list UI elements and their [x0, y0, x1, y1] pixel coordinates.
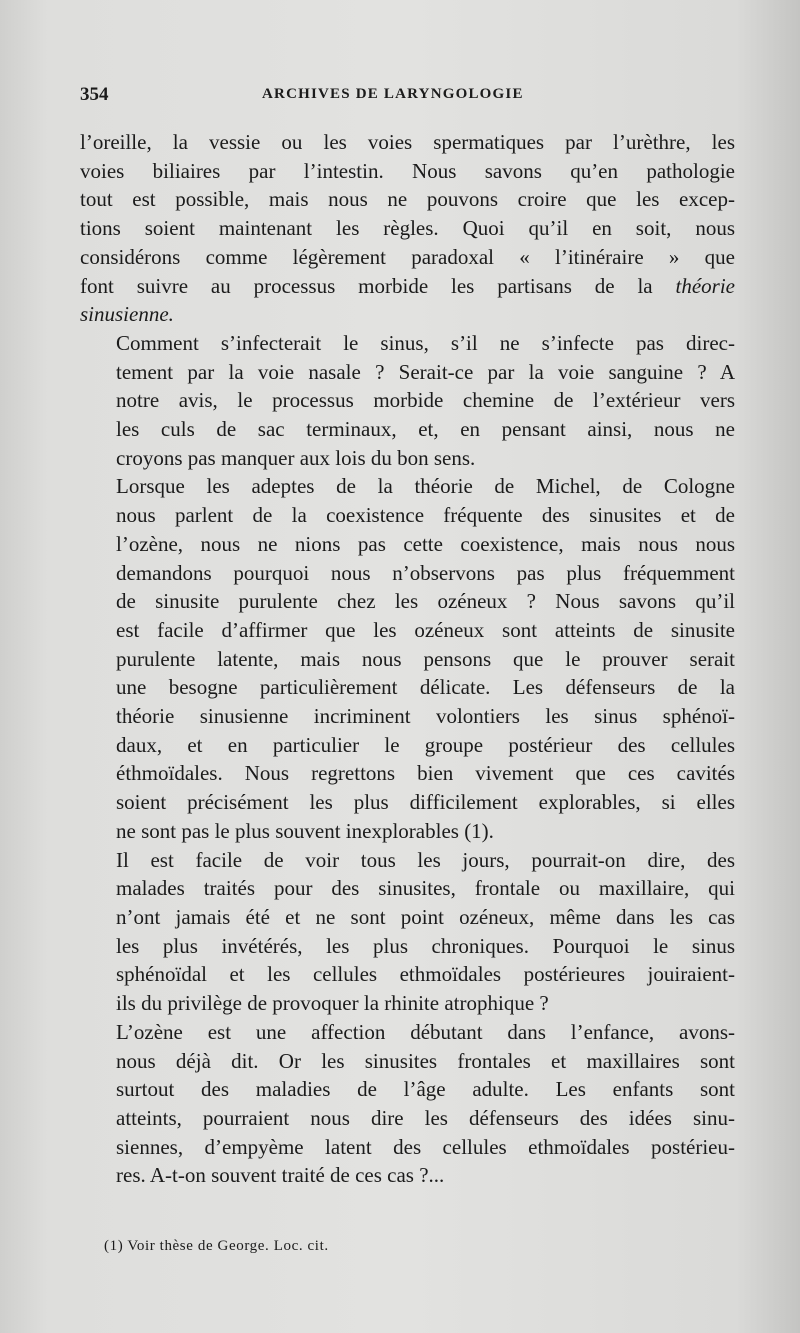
text-line: nous déjà dit. Or les sinusites frontales et maxillaires sont	[116, 1048, 735, 1073]
text-line: font suivre au processus morbide les partisans de la théorie	[80, 273, 735, 298]
text-line: demandons pourquoi nous n’observons pas plus fréquemment	[116, 560, 735, 585]
text-line: de sinusite purulente chez les ozéneux ? Nous savons qu’il	[116, 589, 735, 614]
text-line: res. A-t-on souvent traité de ces cas ?...	[116, 1163, 445, 1188]
text-line: les culs de sac terminaux, et, en pensant ainsi, nous ne	[116, 417, 735, 442]
running-title: ARCHIVES DE LARYNGOLOGIE	[262, 86, 524, 102]
text-line: malades traités pour des sinusites, frontale ou maxillaire, qui	[116, 876, 735, 901]
text-line: siennes, d’empyème latent des cellules ethmoïdales postérieu-	[116, 1134, 735, 1159]
paragraph-2	[80, 329, 735, 473]
text-line: sphénoïdal et les cellules ethmoïdales postérieures jouiraient-	[116, 962, 735, 987]
text-line: daux, et en particulier le groupe postérieur des cellules	[116, 732, 735, 757]
paragraph-4	[80, 846, 735, 1018]
paragraph-1	[80, 128, 735, 329]
text-line: l’ozène, nous ne nions pas cette coexistence, mais nous nous	[116, 531, 735, 556]
text-line: les plus invétérés, les plus chroniques. Pourquoi le sinus	[116, 933, 735, 958]
paragraph-5	[80, 1018, 735, 1190]
text-line: ne sont pas le plus souvent inexplorables (1).	[116, 818, 494, 843]
text-line: n’ont jamais été et ne sont point ozéneux, même dans les cas	[116, 904, 735, 929]
text-line: tout est possible, mais nous ne pouvons croire que les excep-	[80, 187, 735, 212]
text-line: une besogne particulièrement délicate. Les défenseurs de la	[116, 675, 735, 700]
text-line: tement par la voie nasale ? Serait-ce par la voie sanguine ? A	[116, 359, 735, 384]
text-line: sinusienne.	[80, 302, 174, 327]
text-line: est facile d’affirmer que les ozéneux sont atteints de sinusite	[116, 617, 735, 642]
text-line: Lorsque les adeptes de la théorie de Michel, de Cologne	[116, 474, 735, 499]
text-line: soient précisément les plus difficilement explorables, si elles	[116, 790, 735, 815]
text-line: atteints, pourraient nous dire les défenseurs des idées sinu-	[116, 1105, 735, 1130]
text-line: L’ozène est une affection débutant dans l’enfance, avons-	[116, 1019, 735, 1044]
text-line: croyons pas manquer aux lois du bon sens.	[116, 445, 476, 470]
text-line: l’oreille, la vessie ou les voies spermatiques par l’urèthre, les	[80, 130, 735, 154]
page-number: 354	[80, 84, 109, 105]
text-line: tions soient maintenant les règles. Quoi qu’il en soit, nous	[80, 216, 735, 241]
text-line: notre avis, le processus morbide chemine de l’extérieur vers	[116, 388, 735, 413]
text-line: purulente latente, mais nous pensons que le prouver serait	[116, 646, 735, 671]
text-line: nous parlent de la coexistence fréquente des sinusites et de	[116, 503, 735, 528]
page-header	[80, 84, 735, 104]
text-line: considérons comme légèrement paradoxal « l’itinéraire » que	[80, 244, 735, 269]
text-line: voies biliaires par l’intestin. Nous savons qu’en pathologie	[80, 158, 735, 183]
text-line: éthmoïdales. Nous regrettons bien vivement que ces cavités	[116, 761, 735, 786]
text-line: théorie sinusienne incriminent volontiers les sinus sphénoï-	[116, 704, 735, 729]
footnote: (1) Voir thèse de George. Loc. cit.	[104, 1238, 329, 1254]
body-text	[80, 128, 735, 1190]
text-line: surtout des maladies de l’âge adulte. Les enfants sont	[116, 1077, 735, 1102]
paragraph-3	[80, 472, 735, 845]
text-line: Il est facile de voir tous les jours, pourrait-on dire, des	[116, 847, 735, 872]
text-line: ils du privilège de provoquer la rhinite atrophique ?	[116, 991, 549, 1016]
text-line: Comment s’infecterait le sinus, s’il ne s’infecte pas direc-	[116, 330, 735, 355]
